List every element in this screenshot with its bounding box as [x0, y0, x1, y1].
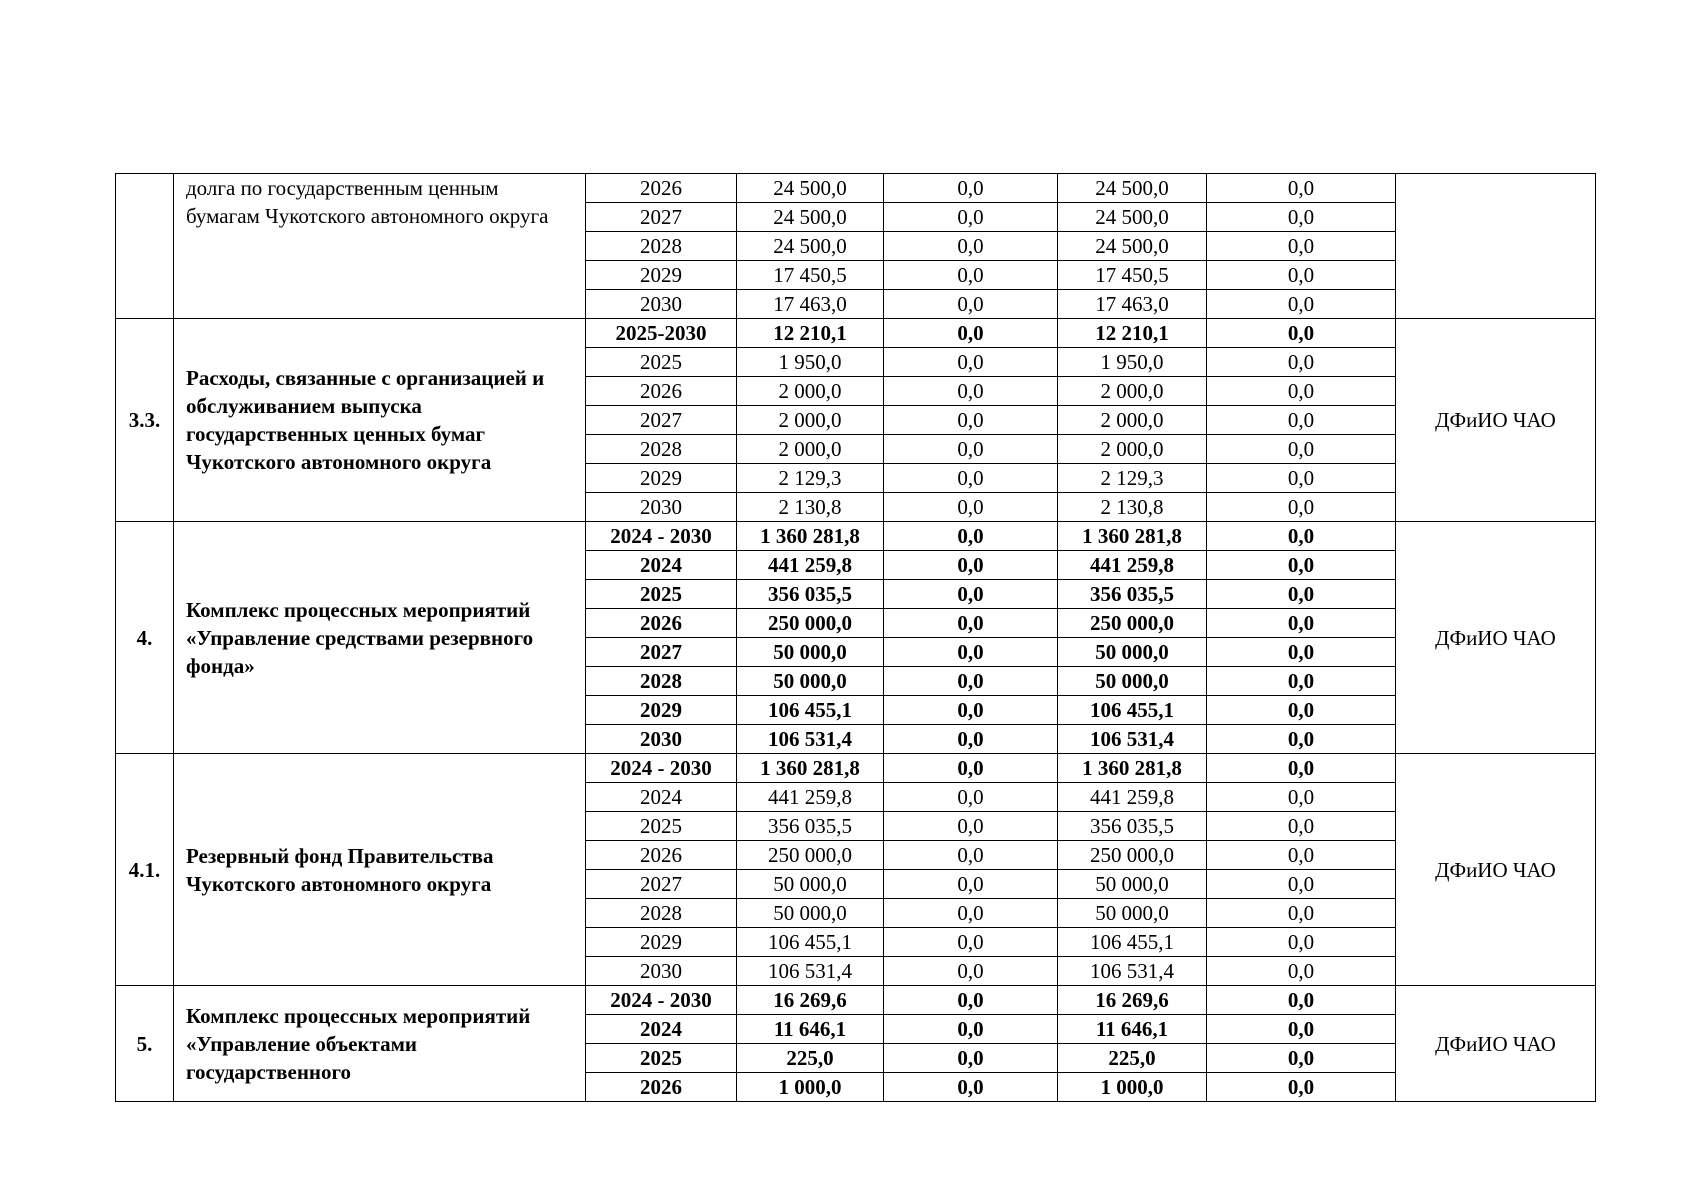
col2-cell: 356 035,5: [1058, 580, 1207, 609]
year-cell: 2025: [586, 348, 737, 377]
col1-cell: 0,0: [884, 841, 1058, 870]
total-cell: 106 455,1: [737, 696, 884, 725]
col2-cell: 106 455,1: [1058, 696, 1207, 725]
total-cell: 24 500,0: [737, 203, 884, 232]
year-cell: 2024 - 2030: [586, 986, 737, 1015]
col2-cell: 2 000,0: [1058, 435, 1207, 464]
year-cell: 2026: [586, 609, 737, 638]
year-cell: 2029: [586, 261, 737, 290]
col3-cell: 0,0: [1207, 493, 1396, 522]
col1-cell: 0,0: [884, 522, 1058, 551]
responsible-executor: ДФиИО ЧАО: [1396, 986, 1596, 1102]
year-cell: 2028: [586, 232, 737, 261]
col2-cell: 250 000,0: [1058, 609, 1207, 638]
total-cell: 106 531,4: [737, 957, 884, 986]
item-name: долга по государственным ценным бумагам Чукотского автономного округа: [174, 174, 586, 319]
col1-cell: 0,0: [884, 580, 1058, 609]
total-cell: 1 360 281,8: [737, 754, 884, 783]
col2-cell: 50 000,0: [1058, 638, 1207, 667]
col3-cell: 0,0: [1207, 899, 1396, 928]
year-cell: 2030: [586, 290, 737, 319]
total-cell: 16 269,6: [737, 986, 884, 1015]
col1-cell: 0,0: [884, 1073, 1058, 1102]
item-name: Комплекс процессных мероприятий «Управление объектами государственного: [174, 986, 586, 1102]
year-cell: 2028: [586, 667, 737, 696]
col2-cell: 2 000,0: [1058, 377, 1207, 406]
col3-cell: 0,0: [1207, 464, 1396, 493]
total-cell: 250 000,0: [737, 609, 884, 638]
year-cell: 2024: [586, 1015, 737, 1044]
col1-cell: 0,0: [884, 957, 1058, 986]
total-cell: 1 360 281,8: [737, 522, 884, 551]
total-cell: 441 259,8: [737, 783, 884, 812]
col3-cell: 0,0: [1207, 754, 1396, 783]
year-cell: 2029: [586, 928, 737, 957]
col3-cell: 0,0: [1207, 261, 1396, 290]
col1-cell: 0,0: [884, 232, 1058, 261]
col2-cell: 24 500,0: [1058, 174, 1207, 203]
col2-cell: 225,0: [1058, 1044, 1207, 1073]
col1-cell: 0,0: [884, 870, 1058, 899]
col1-cell: 0,0: [884, 899, 1058, 928]
year-cell: 2026: [586, 841, 737, 870]
total-cell: 2 129,3: [737, 464, 884, 493]
year-cell: 2026: [586, 174, 737, 203]
total-cell: 24 500,0: [737, 174, 884, 203]
responsible-executor: [1396, 174, 1596, 319]
col1-cell: 0,0: [884, 203, 1058, 232]
col2-cell: 50 000,0: [1058, 899, 1207, 928]
year-cell: 2028: [586, 899, 737, 928]
responsible-executor: ДФиИО ЧАО: [1396, 319, 1596, 522]
col2-cell: 17 450,5: [1058, 261, 1207, 290]
year-cell: 2028: [586, 435, 737, 464]
year-cell: 2027: [586, 638, 737, 667]
col2-cell: 106 455,1: [1058, 928, 1207, 957]
col1-cell: 0,0: [884, 609, 1058, 638]
col2-cell: 11 646,1: [1058, 1015, 1207, 1044]
col3-cell: 0,0: [1207, 580, 1396, 609]
year-cell: 2029: [586, 464, 737, 493]
table-row: [116, 319, 1596, 348]
table-row: [116, 986, 1596, 1015]
responsible-executor: ДФиИО ЧАО: [1396, 522, 1596, 754]
table-row: [116, 754, 1596, 783]
col3-cell: 0,0: [1207, 957, 1396, 986]
year-cell: 2024 - 2030: [586, 522, 737, 551]
col1-cell: 0,0: [884, 319, 1058, 348]
col1-cell: 0,0: [884, 464, 1058, 493]
col3-cell: 0,0: [1207, 986, 1396, 1015]
col1-cell: 0,0: [884, 638, 1058, 667]
year-cell: 2027: [586, 203, 737, 232]
col3-cell: 0,0: [1207, 870, 1396, 899]
total-cell: 50 000,0: [737, 870, 884, 899]
col1-cell: 0,0: [884, 696, 1058, 725]
col1-cell: 0,0: [884, 725, 1058, 754]
col3-cell: 0,0: [1207, 609, 1396, 638]
col1-cell: 0,0: [884, 667, 1058, 696]
col2-cell: 2 129,3: [1058, 464, 1207, 493]
col1-cell: 0,0: [884, 261, 1058, 290]
col3-cell: 0,0: [1207, 377, 1396, 406]
col3-cell: 0,0: [1207, 928, 1396, 957]
col2-cell: 50 000,0: [1058, 870, 1207, 899]
col3-cell: 0,0: [1207, 783, 1396, 812]
col1-cell: 0,0: [884, 783, 1058, 812]
year-cell: 2029: [586, 696, 737, 725]
col3-cell: 0,0: [1207, 638, 1396, 667]
year-cell: 2024: [586, 551, 737, 580]
col2-cell: 17 463,0: [1058, 290, 1207, 319]
total-cell: 50 000,0: [737, 899, 884, 928]
col1-cell: 0,0: [884, 1015, 1058, 1044]
total-cell: 24 500,0: [737, 232, 884, 261]
col1-cell: 0,0: [884, 928, 1058, 957]
item-number: [116, 174, 174, 319]
col3-cell: 0,0: [1207, 232, 1396, 261]
col2-cell: 2 130,8: [1058, 493, 1207, 522]
item-name: Резервный фонд Правительства Чукотского автономного округа: [174, 754, 586, 986]
col3-cell: 0,0: [1207, 696, 1396, 725]
col2-cell: 441 259,8: [1058, 551, 1207, 580]
total-cell: 356 035,5: [737, 580, 884, 609]
col1-cell: 0,0: [884, 406, 1058, 435]
year-cell: 2025: [586, 812, 737, 841]
col2-cell: 2 000,0: [1058, 406, 1207, 435]
total-cell: 1 000,0: [737, 1073, 884, 1102]
col2-cell: 12 210,1: [1058, 319, 1207, 348]
year-cell: 2030: [586, 493, 737, 522]
year-cell: 2027: [586, 870, 737, 899]
total-cell: 2 000,0: [737, 406, 884, 435]
col3-cell: 0,0: [1207, 667, 1396, 696]
col1-cell: 0,0: [884, 435, 1058, 464]
total-cell: 2 000,0: [737, 435, 884, 464]
col1-cell: 0,0: [884, 348, 1058, 377]
total-cell: 250 000,0: [737, 841, 884, 870]
col2-cell: 356 035,5: [1058, 812, 1207, 841]
total-cell: 441 259,8: [737, 551, 884, 580]
col1-cell: 0,0: [884, 551, 1058, 580]
col3-cell: 0,0: [1207, 435, 1396, 464]
col3-cell: 0,0: [1207, 1073, 1396, 1102]
col3-cell: 0,0: [1207, 203, 1396, 232]
col2-cell: 1 000,0: [1058, 1073, 1207, 1102]
col1-cell: 0,0: [884, 812, 1058, 841]
total-cell: 50 000,0: [737, 667, 884, 696]
col2-cell: 24 500,0: [1058, 232, 1207, 261]
col3-cell: 0,0: [1207, 1044, 1396, 1073]
col3-cell: 0,0: [1207, 812, 1396, 841]
item-number: 4.1.: [116, 754, 174, 986]
finance-table: [115, 173, 1596, 1102]
col3-cell: 0,0: [1207, 522, 1396, 551]
col3-cell: 0,0: [1207, 290, 1396, 319]
col2-cell: 50 000,0: [1058, 667, 1207, 696]
total-cell: 2 000,0: [737, 377, 884, 406]
table-row: [116, 522, 1596, 551]
col2-cell: 1 950,0: [1058, 348, 1207, 377]
item-number: 4.: [116, 522, 174, 754]
col2-cell: 106 531,4: [1058, 725, 1207, 754]
total-cell: 2 130,8: [737, 493, 884, 522]
total-cell: 17 450,5: [737, 261, 884, 290]
col2-cell: 24 500,0: [1058, 203, 1207, 232]
total-cell: 106 531,4: [737, 725, 884, 754]
total-cell: 225,0: [737, 1044, 884, 1073]
col1-cell: 0,0: [884, 174, 1058, 203]
total-cell: 356 035,5: [737, 812, 884, 841]
year-cell: 2027: [586, 406, 737, 435]
table-body: [116, 174, 1596, 1102]
total-cell: 11 646,1: [737, 1015, 884, 1044]
col2-cell: 1 360 281,8: [1058, 754, 1207, 783]
total-cell: 1 950,0: [737, 348, 884, 377]
col3-cell: 0,0: [1207, 319, 1396, 348]
year-cell: 2024: [586, 783, 737, 812]
col3-cell: 0,0: [1207, 1015, 1396, 1044]
total-cell: 50 000,0: [737, 638, 884, 667]
col1-cell: 0,0: [884, 493, 1058, 522]
col1-cell: 0,0: [884, 986, 1058, 1015]
year-cell: 2026: [586, 377, 737, 406]
total-cell: 17 463,0: [737, 290, 884, 319]
col2-cell: 16 269,6: [1058, 986, 1207, 1015]
col2-cell: 106 531,4: [1058, 957, 1207, 986]
col1-cell: 0,0: [884, 290, 1058, 319]
col1-cell: 0,0: [884, 1044, 1058, 1073]
year-cell: 2030: [586, 725, 737, 754]
col2-cell: 1 360 281,8: [1058, 522, 1207, 551]
year-cell: 2024 - 2030: [586, 754, 737, 783]
col3-cell: 0,0: [1207, 725, 1396, 754]
total-cell: 106 455,1: [737, 928, 884, 957]
item-number: 5.: [116, 986, 174, 1102]
col3-cell: 0,0: [1207, 348, 1396, 377]
year-cell: 2026: [586, 1073, 737, 1102]
year-cell: 2025: [586, 580, 737, 609]
item-name: Расходы, связанные с организацией и обслуживанием выпуска государственных ценных бумаг Чукотского автономного округа: [174, 319, 586, 522]
table-row: [116, 174, 1596, 203]
year-cell: 2030: [586, 957, 737, 986]
year-cell: 2025-2030: [586, 319, 737, 348]
col1-cell: 0,0: [884, 754, 1058, 783]
responsible-executor: ДФиИО ЧАО: [1396, 754, 1596, 986]
col3-cell: 0,0: [1207, 174, 1396, 203]
col3-cell: 0,0: [1207, 841, 1396, 870]
col3-cell: 0,0: [1207, 551, 1396, 580]
col2-cell: 250 000,0: [1058, 841, 1207, 870]
col2-cell: 441 259,8: [1058, 783, 1207, 812]
col3-cell: 0,0: [1207, 406, 1396, 435]
total-cell: 12 210,1: [737, 319, 884, 348]
col1-cell: 0,0: [884, 377, 1058, 406]
item-name: Комплекс процессных мероприятий «Управление средствами резервного фонда»: [174, 522, 586, 754]
year-cell: 2025: [586, 1044, 737, 1073]
item-number: 3.3.: [116, 319, 174, 522]
